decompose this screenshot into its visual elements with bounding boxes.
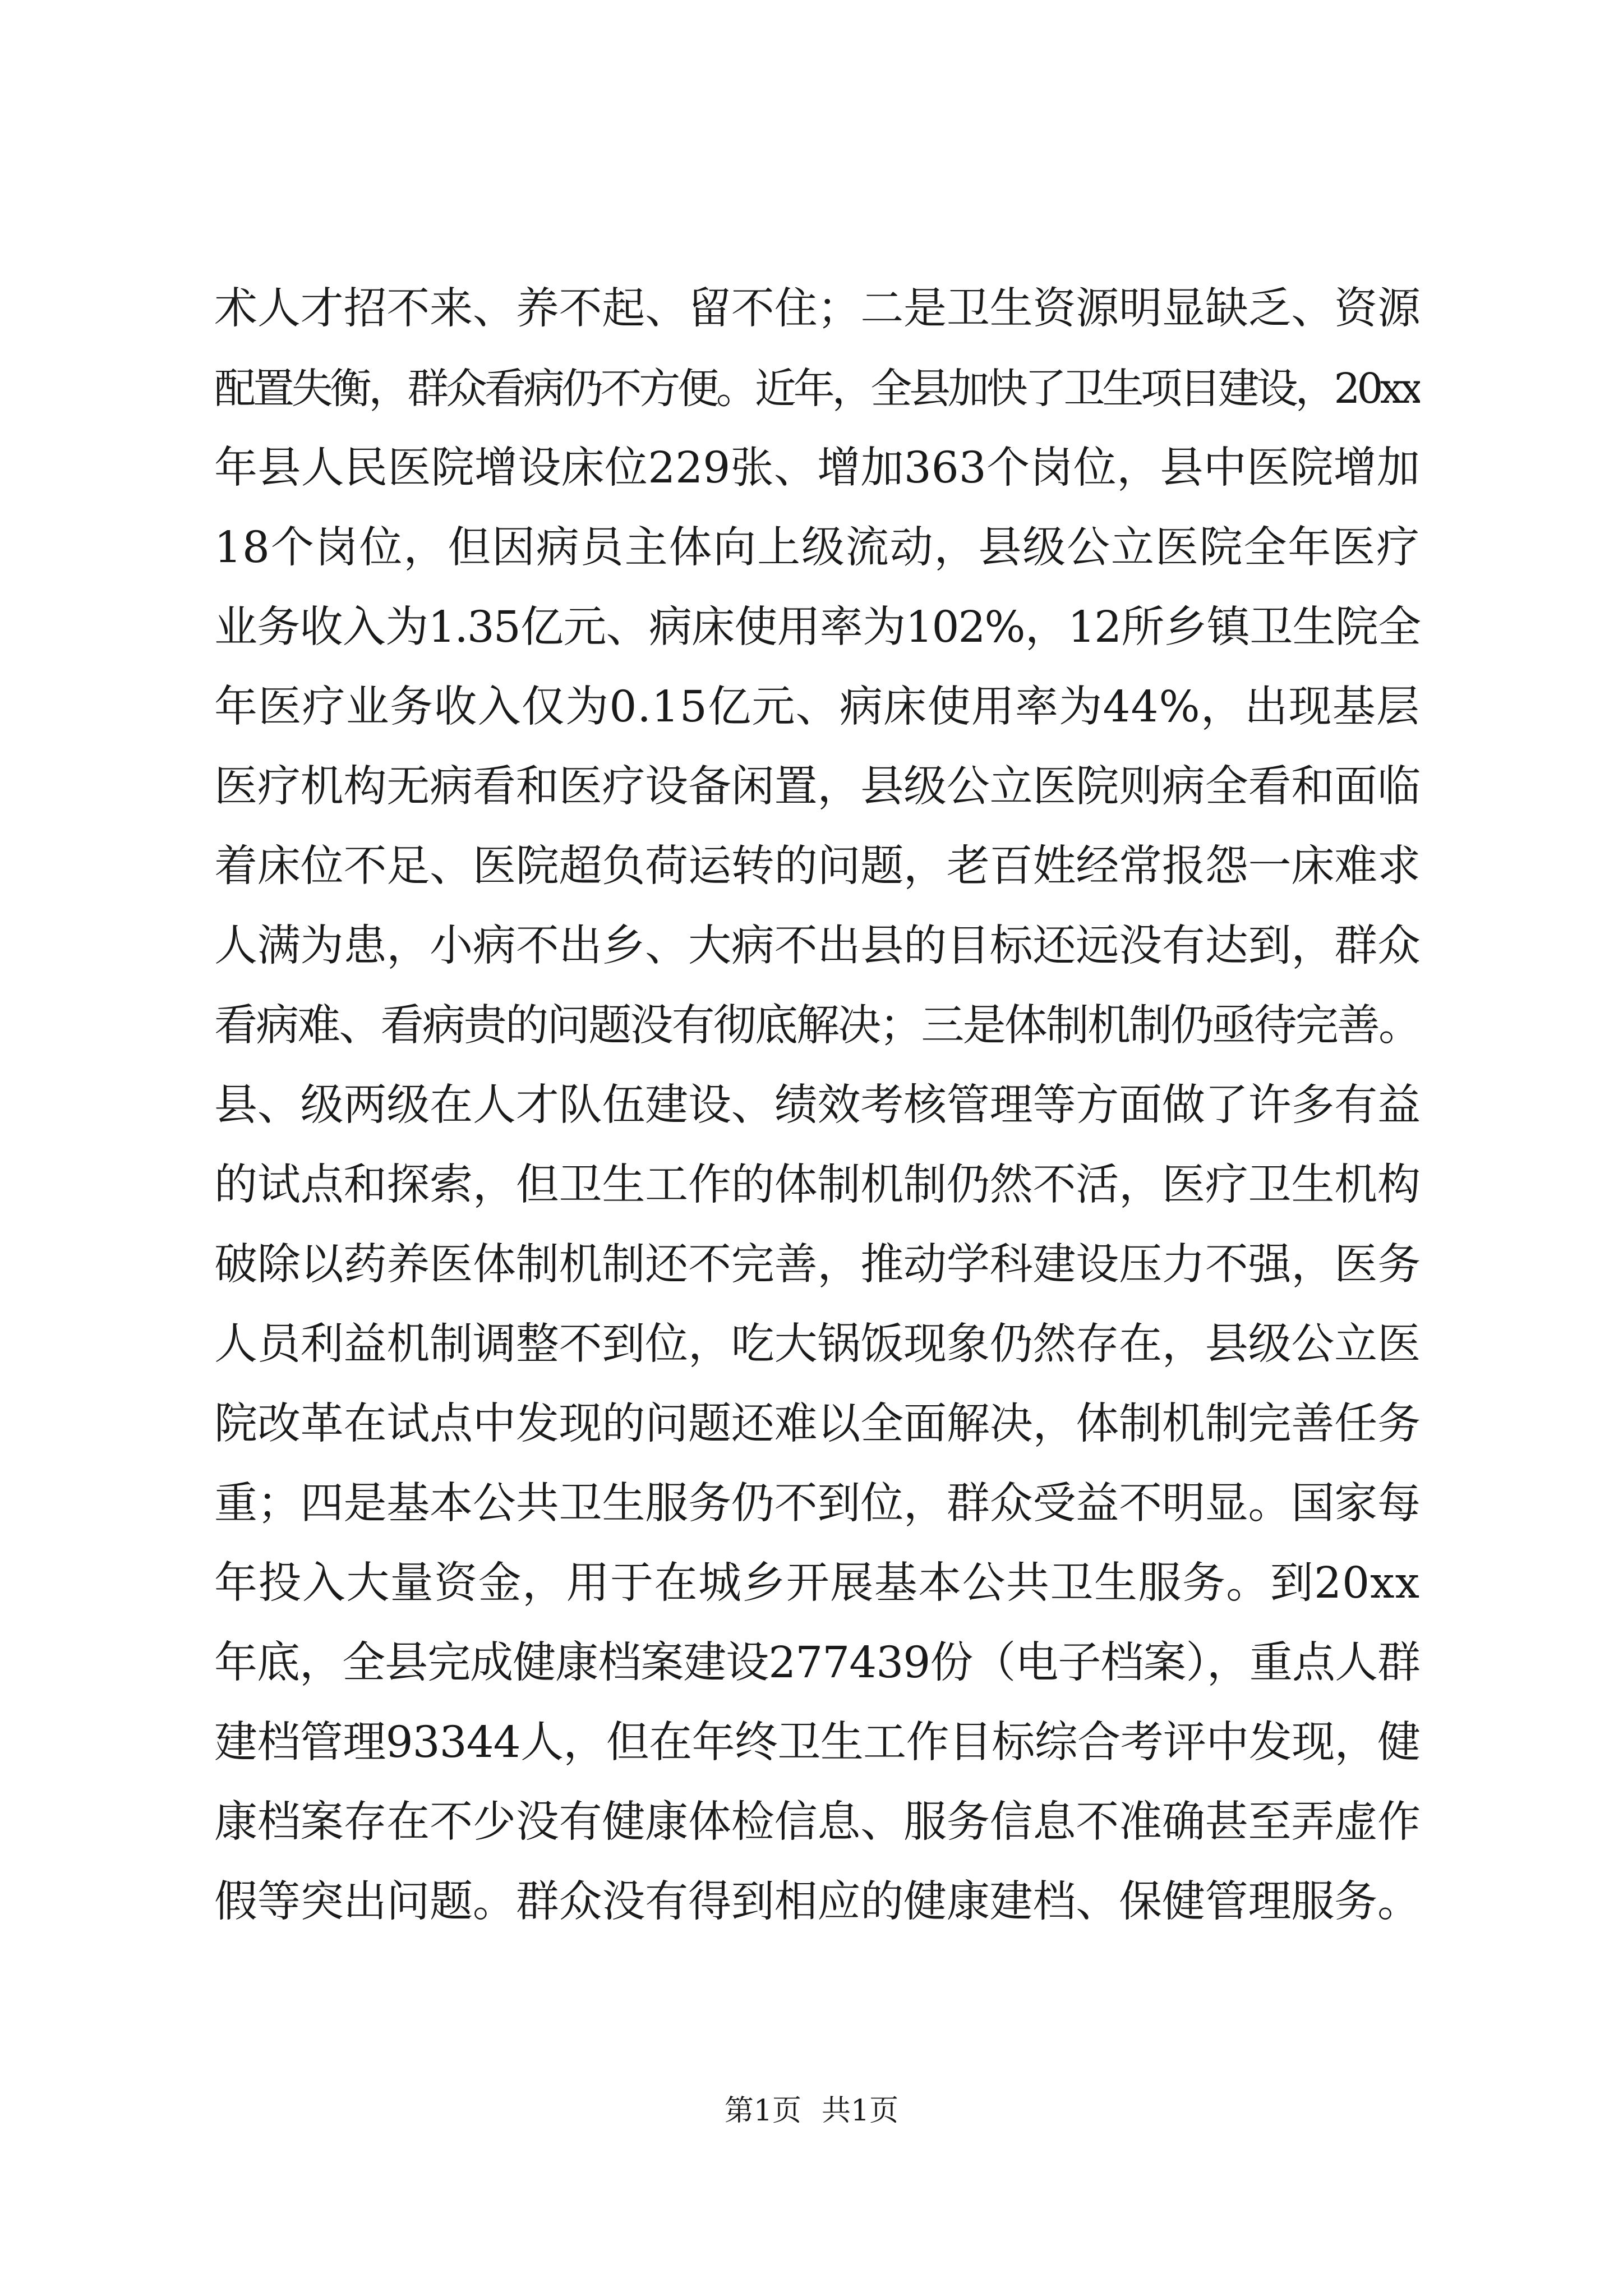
page-total: 共1页 <box>822 2094 899 2128</box>
text-line-6: 年医疗业务收入仅为0.15亿元、病床使用率为44%，出现基层 <box>214 682 1420 732</box>
text-line-9: 人满为患，小病不出乡、大病不出县的目标还远没有达到，群众 <box>214 921 1420 971</box>
text-line-5: 业务收入为1.35亿元、病床使用率为102%，12所乡镇卫生院全 <box>214 602 1420 652</box>
text-line-14: 人员利益机制调整不到位，吃大锅饭现象仍然存在，县级公立医 <box>214 1319 1420 1369</box>
text-line-20: 康档案存在不少没有健康体检信息、服务信息不准确甚至弄虚作 <box>214 1797 1420 1847</box>
text-line-2: 配置失衡，群众看病仍不方便。近年，全县加快了卫生项目建设，20xx <box>214 365 1420 413</box>
text-line-11: 县、级两级在人才队伍建设、绩效考核管理等方面做了许多有益 <box>214 1080 1420 1130</box>
text-line-12: 的试点和探索，但卫生工作的体制机制仍然不活，医疗卫生机构 <box>214 1160 1420 1210</box>
document-body <box>214 269 1420 1942</box>
text-line-17: 年投入大量资金，用于在城乡开展基本公共卫生服务。到20xx <box>214 1558 1420 1608</box>
page-number: 第1页 <box>724 2094 801 2128</box>
text-line-18: 年底，全县完成健康档案建设277439份（电子档案），重点人群 <box>214 1638 1420 1688</box>
page-footer <box>0 2094 1623 2128</box>
text-line-16: 重；四是基本公共卫生服务仍不到位，群众受益不明显。国家每 <box>214 1479 1420 1529</box>
text-line-4: 18个岗位，但因病员主体向上级流动，县级公立医院全年医疗 <box>214 523 1420 573</box>
text-line-8: 着床位不足、医院超负荷运转的问题，老百姓经常报怨一床难求 <box>214 841 1420 891</box>
text-line-21: 假等突出问题。群众没有得到相应的健康建档、保健管理服务。 <box>214 1877 1420 1927</box>
text-line-19: 建档管理93344人，但在年终卫生工作目标综合考评中发现，健 <box>214 1718 1420 1768</box>
text-line-3: 年县人民医院增设床位229张、增加363个岗位，县中医院增加 <box>214 443 1420 493</box>
text-line-1: 术人才招不来、养不起、留不住；二是卫生资源明显缺乏、资源 <box>214 284 1420 334</box>
text-line-13: 破除以药养医体制机制还不完善，推动学科建设压力不强，医务 <box>214 1240 1420 1290</box>
text-line-15: 院改革在试点中发现的问题还难以全面解决，体制机制完善任务 <box>214 1399 1420 1449</box>
text-line-7: 医疗机构无病看和医疗设备闲置，县级公立医院则病全看和面临 <box>214 762 1420 812</box>
text-line-10: 看病难、看病贵的问题没有彻底解决；三是体制机制仍亟待完善。 <box>214 1001 1420 1051</box>
